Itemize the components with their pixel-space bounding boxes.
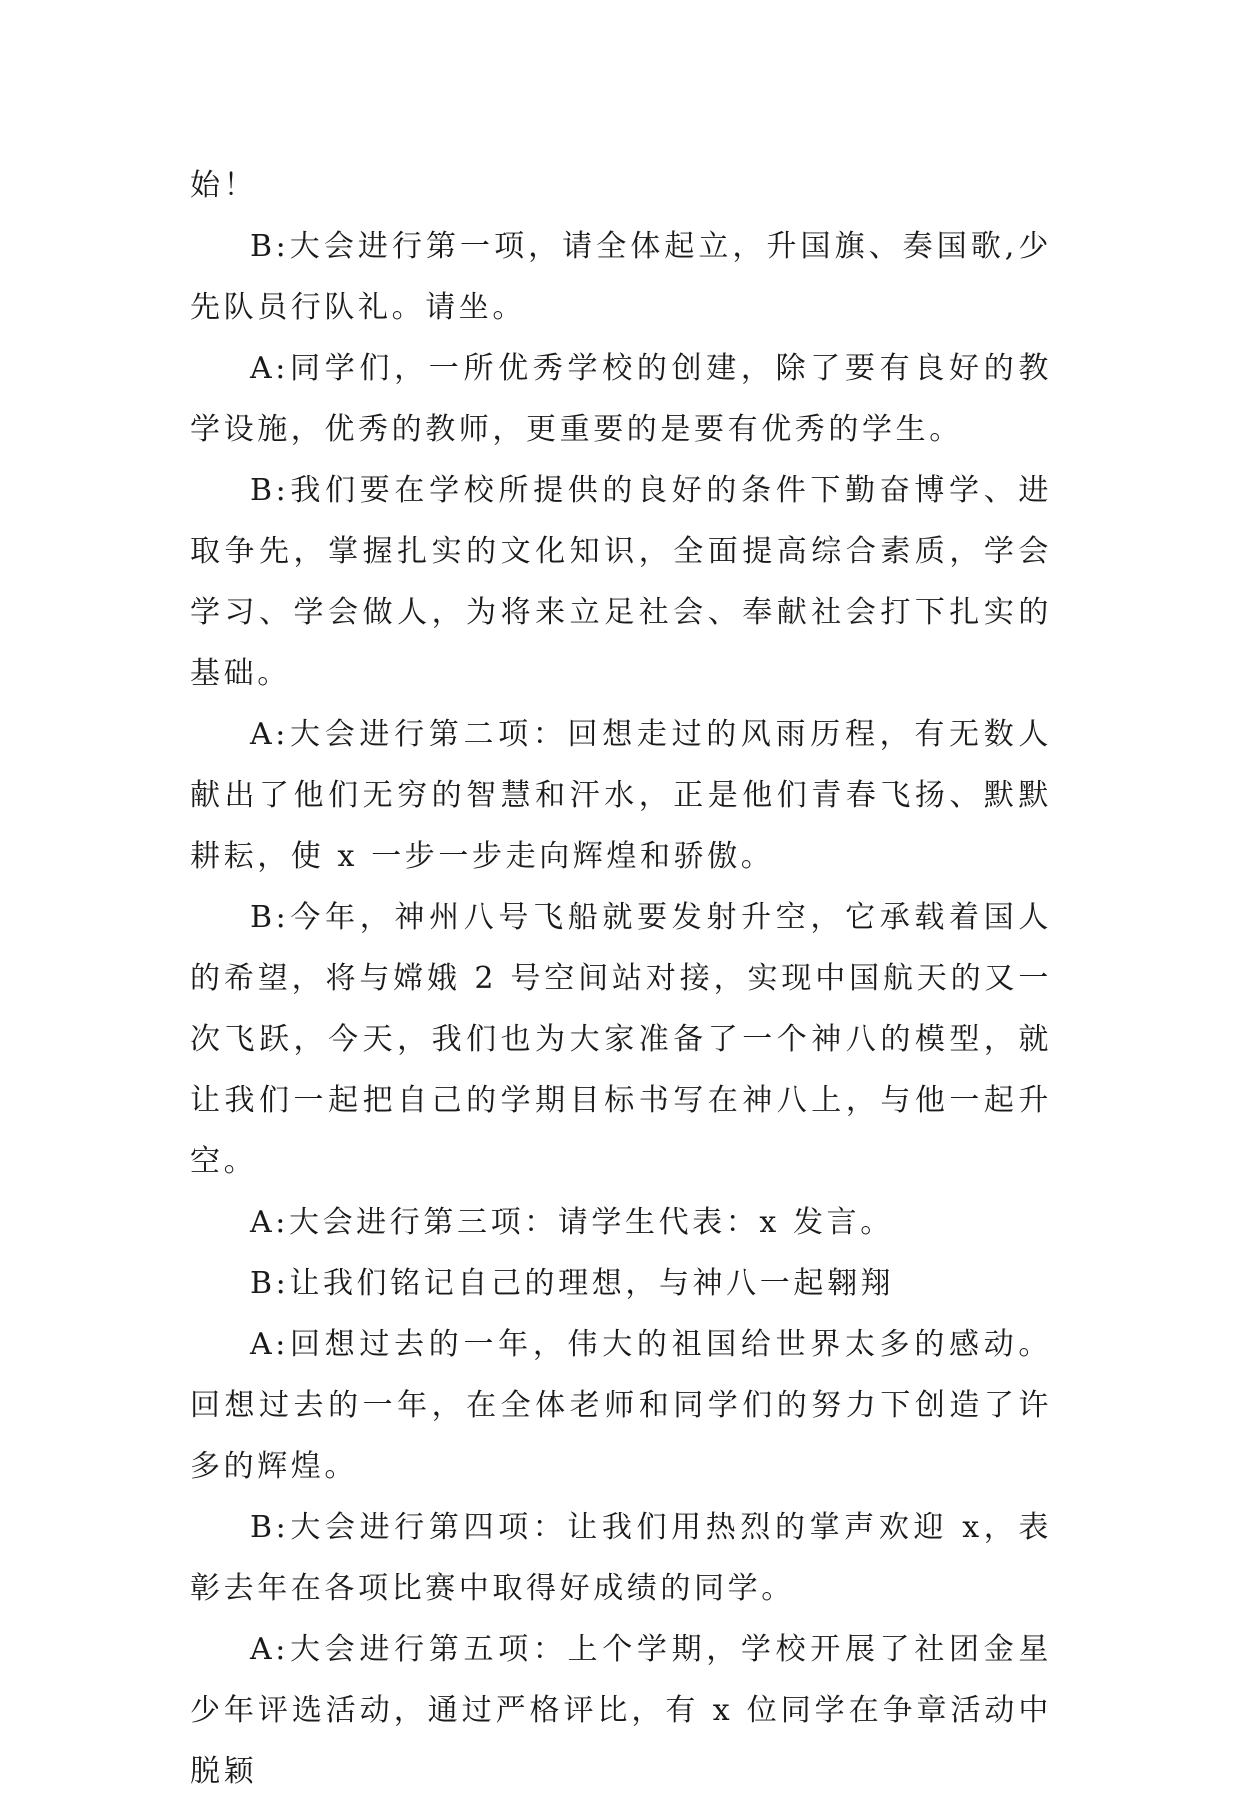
paragraph: B:大会进行第四项：让我们用热烈的掌声欢迎 x，表彰去年在各项比赛中取得好成绩的同学。 [190,1510,1052,1606]
paragraph: B:我们要在学校所提供的良好的条件下勤奋博学、进取争先，掌握扎实的文化知识，全面提高综合素质，学会学习、学会做人，为将来立足社会、奉献社会打下扎实的基础。 [190,473,1052,691]
document-body [190,155,1052,1802]
paragraph: A:大会进行第三项：请学生代表：x 发言。 [250,1205,894,1240]
paragraph: A:同学们，一所优秀学校的创建，除了要有良好的教学设施，优秀的教师，更重要的是要有优秀的学生。 [190,351,1052,447]
paragraph: A:回想过去的一年，伟大的祖国给世界太多的感动。回想过去的一年，在全体老师和同学们的努力下创造了许多的辉煌。 [190,1327,1052,1484]
paragraph: 始！ [190,168,258,203]
paragraph: A:大会进行第二项：回想走过的风雨历程，有无数人献出了他们无穷的智慧和汗水，正是他们青春飞扬、默默耕耘，使 x 一步一步走向辉煌和骄傲。 [190,717,1052,874]
paragraph: A:大会进行第五项：上个学期，学校开展了社团金星少年评选活动，通过严格评比，有 x 位同学在争章活动中脱颖 [190,1632,1052,1789]
paragraph: B:今年，神州八号飞船就要发射升空，它承载着国人的希望，将与嫦娥 2 号空间站对接，实现中国航天的又一次飞跃，今天，我们也为大家准备了一个神八的模型，就让我们一起把自己的学期目标书写在神八上，与他一起升空。 [190,900,1052,1179]
paragraph: B:大会进行第一项，请全体起立，升国旗、奏国歌,少先队员行队礼。请坐。 [190,229,1052,325]
paragraph: B:让我们铭记自己的理想，与神八一起翱翔 [250,1266,895,1301]
